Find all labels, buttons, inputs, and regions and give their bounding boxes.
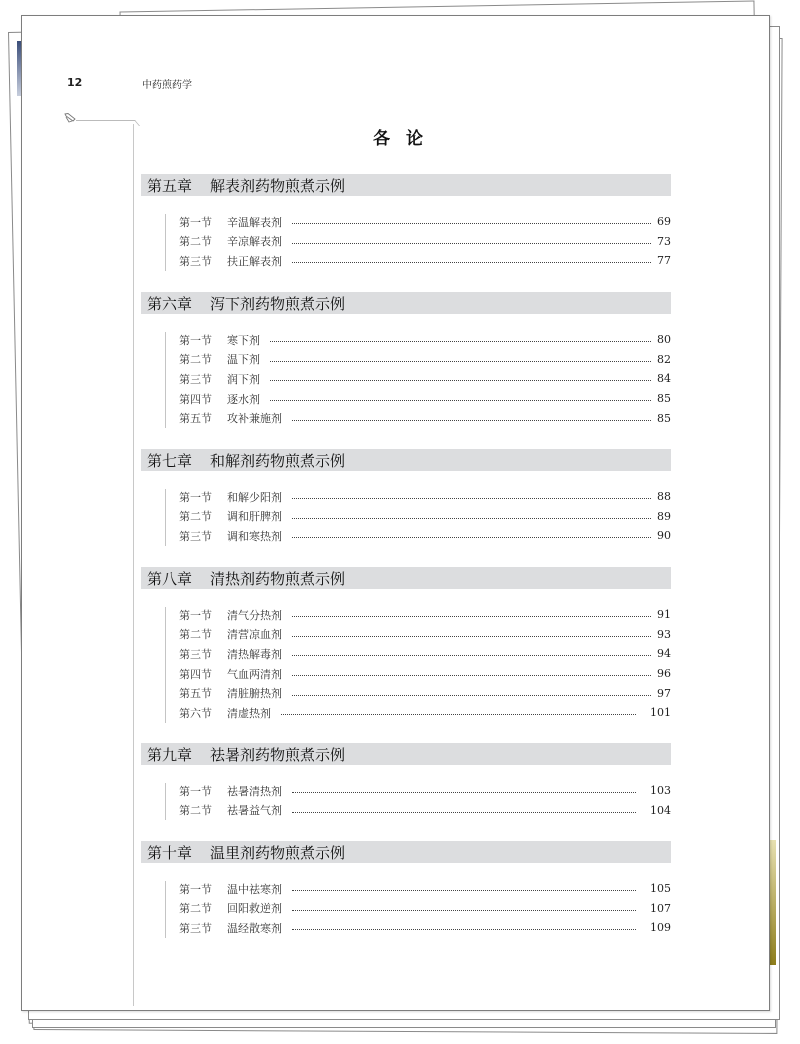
toc-entry[interactable] (165, 879, 671, 899)
section-title: 清营凉血剂 (227, 628, 282, 642)
section-list (165, 605, 671, 723)
section-title: 清热解毒剂 (227, 647, 282, 661)
chapter-title: 泻下剂药物煎煮示例 (210, 294, 346, 313)
section-list (165, 879, 671, 938)
chapter-title: 温里剂药物煎煮示例 (210, 843, 346, 862)
section-number: 第五节 (179, 687, 212, 701)
leader-dots (292, 675, 651, 676)
section-number: 第二节 (179, 902, 212, 916)
chapter-number: 第七章 (147, 451, 193, 470)
section-page-number: 104 (650, 803, 671, 817)
section-title: 祛暑益气剂 (227, 804, 282, 818)
page-title: 各论 (373, 129, 439, 149)
chapter-number: 第六章 (147, 294, 193, 313)
toc-entry[interactable] (165, 703, 671, 723)
toc-entry[interactable] (165, 350, 671, 370)
section-list (165, 212, 671, 271)
section-number: 第一节 (179, 882, 212, 896)
section-title: 润下剂 (227, 372, 260, 386)
section-number: 第二节 (179, 628, 212, 642)
margin-frame-rule (133, 124, 134, 1006)
leader-dots (292, 695, 651, 696)
toc-entry[interactable] (165, 664, 671, 684)
section-title: 寒下剂 (227, 333, 260, 347)
section-page-number: 97 (657, 686, 671, 700)
section-page-number: 69 (657, 215, 671, 229)
chapter-number: 第五章 (147, 176, 193, 195)
section-title: 辛凉解表剂 (227, 235, 282, 249)
leader-dots (292, 910, 636, 911)
toc-entry[interactable] (165, 526, 671, 546)
section-title: 清虚热剂 (227, 706, 271, 720)
section-page-number: 107 (650, 901, 671, 915)
toc-entry[interactable] (165, 251, 671, 271)
toc-entry[interactable] (165, 487, 671, 507)
leader-dots (292, 518, 651, 519)
section-rail (165, 489, 166, 546)
leader-dots (292, 812, 636, 813)
section-list (165, 330, 671, 428)
chapter-title: 解表剂药物煎煮示例 (210, 176, 346, 195)
leader-dots (292, 498, 651, 499)
toc-entry[interactable] (165, 408, 671, 428)
section-number: 第一节 (179, 784, 212, 798)
leader-dots (270, 380, 651, 381)
section-number: 第二节 (179, 804, 212, 818)
toc-entry[interactable] (165, 683, 671, 703)
section-page-number: 93 (657, 627, 671, 641)
section-title: 回阳救逆剂 (227, 902, 282, 916)
chapter-number: 第九章 (147, 745, 193, 764)
leader-dots (270, 400, 651, 401)
toc-entry[interactable] (165, 232, 671, 252)
section-number: 第三节 (179, 921, 212, 935)
leader-dots (292, 223, 651, 224)
section-rail (165, 332, 166, 428)
leader-dots (292, 655, 651, 656)
section-title: 调和寒热剂 (227, 529, 282, 543)
page-number: 12 (67, 76, 83, 89)
toc-entry[interactable] (165, 801, 671, 821)
section-title: 温中祛寒剂 (227, 882, 282, 896)
section-title: 温经散寒剂 (227, 921, 282, 935)
chapter-heading[interactable] (141, 292, 671, 314)
section-page-number: 73 (657, 234, 671, 248)
toc-entry[interactable] (165, 212, 671, 232)
chapter-heading[interactable] (141, 449, 671, 471)
chapter-number: 第十章 (147, 843, 193, 862)
leader-dots (281, 714, 636, 715)
section-number: 第三节 (179, 372, 212, 386)
toc-entry[interactable] (165, 369, 671, 389)
leader-dots (292, 890, 636, 891)
section-number: 第五节 (179, 412, 212, 426)
toc-entry[interactable] (165, 918, 671, 938)
leader-dots (292, 929, 636, 930)
chapter-heading[interactable] (141, 567, 671, 589)
section-number: 第一节 (179, 490, 212, 504)
toc-entry[interactable] (165, 330, 671, 350)
section-page-number: 94 (657, 647, 671, 661)
section-title: 清脏腑热剂 (227, 687, 282, 701)
chapter-title: 和解剂药物煎煮示例 (210, 451, 346, 470)
toc-entry[interactable] (165, 625, 671, 645)
chapter-heading[interactable] (141, 841, 671, 863)
toc-entry[interactable] (165, 781, 671, 801)
section-page-number: 90 (657, 529, 671, 543)
section-title: 辛温解表剂 (227, 215, 282, 229)
section-number: 第一节 (179, 608, 212, 622)
leader-dots (292, 792, 636, 793)
section-number: 第六节 (179, 706, 212, 720)
section-title: 调和肝脾剂 (227, 510, 282, 524)
chapter-block-9 (141, 743, 671, 820)
section-title: 清气分热剂 (227, 608, 282, 622)
section-title: 攻补兼施剂 (227, 412, 282, 426)
section-title: 扶正解表剂 (227, 254, 282, 268)
back-page-olive-edge (770, 840, 776, 965)
section-number: 第二节 (179, 353, 212, 367)
pen-icon (64, 113, 76, 123)
chapter-block-8 (141, 567, 671, 723)
margin-frame-top (76, 120, 130, 121)
leader-dots (292, 262, 651, 263)
section-number: 第一节 (179, 215, 212, 229)
leader-dots (270, 341, 651, 342)
chapter-block-7 (141, 449, 671, 546)
section-page-number: 91 (657, 608, 671, 622)
section-page-number: 85 (657, 392, 671, 406)
section-page-number: 85 (657, 411, 671, 425)
leader-dots (292, 243, 651, 244)
section-page-number: 77 (657, 254, 671, 268)
section-page-number: 84 (657, 372, 671, 386)
section-page-number: 101 (650, 706, 671, 720)
leader-dots (270, 361, 651, 362)
section-title: 祛暑清热剂 (227, 784, 282, 798)
section-list (165, 781, 671, 820)
section-page-number: 103 (650, 784, 671, 798)
section-number: 第二节 (179, 510, 212, 524)
section-number: 第四节 (179, 392, 212, 406)
chapter-heading[interactable] (141, 174, 671, 196)
chapter-block-10 (141, 841, 671, 938)
chapter-block-6 (141, 292, 671, 428)
leader-dots (292, 420, 651, 421)
chapter-block-5 (141, 174, 671, 271)
leader-dots (292, 616, 651, 617)
section-page-number: 89 (657, 509, 671, 523)
section-number: 第一节 (179, 333, 212, 347)
toc-entry[interactable] (165, 389, 671, 409)
section-rail (165, 783, 166, 820)
section-rail (165, 607, 166, 723)
section-page-number: 109 (650, 921, 671, 935)
leader-dots (292, 537, 651, 538)
running-header-title: 中药煎药学 (142, 80, 192, 91)
section-number: 第四节 (179, 667, 212, 681)
leader-dots (292, 636, 651, 637)
section-page-number: 96 (657, 667, 671, 681)
section-number: 第三节 (179, 647, 212, 661)
section-list (165, 487, 671, 546)
section-title: 和解少阳剂 (227, 490, 282, 504)
section-page-number: 88 (657, 490, 671, 504)
chapter-title: 祛暑剂药物煎煮示例 (210, 745, 346, 764)
section-rail (165, 214, 166, 271)
toc-entry[interactable] (165, 644, 671, 664)
toc-entry[interactable] (165, 899, 671, 919)
section-page-number: 105 (650, 882, 671, 896)
toc-entry[interactable] (165, 605, 671, 625)
toc-entry[interactable] (165, 507, 671, 527)
section-title: 气血两清剂 (227, 667, 282, 681)
section-page-number: 80 (657, 333, 671, 347)
section-number: 第三节 (179, 254, 212, 268)
chapter-heading[interactable] (141, 743, 671, 765)
section-page-number: 82 (657, 352, 671, 366)
section-number: 第三节 (179, 529, 212, 543)
chapter-number: 第八章 (147, 569, 193, 588)
section-title: 温下剂 (227, 353, 260, 367)
section-title: 逐水剂 (227, 392, 260, 406)
chapter-title: 清热剂药物煎煮示例 (210, 569, 346, 588)
section-rail (165, 881, 166, 938)
section-number: 第二节 (179, 235, 212, 249)
